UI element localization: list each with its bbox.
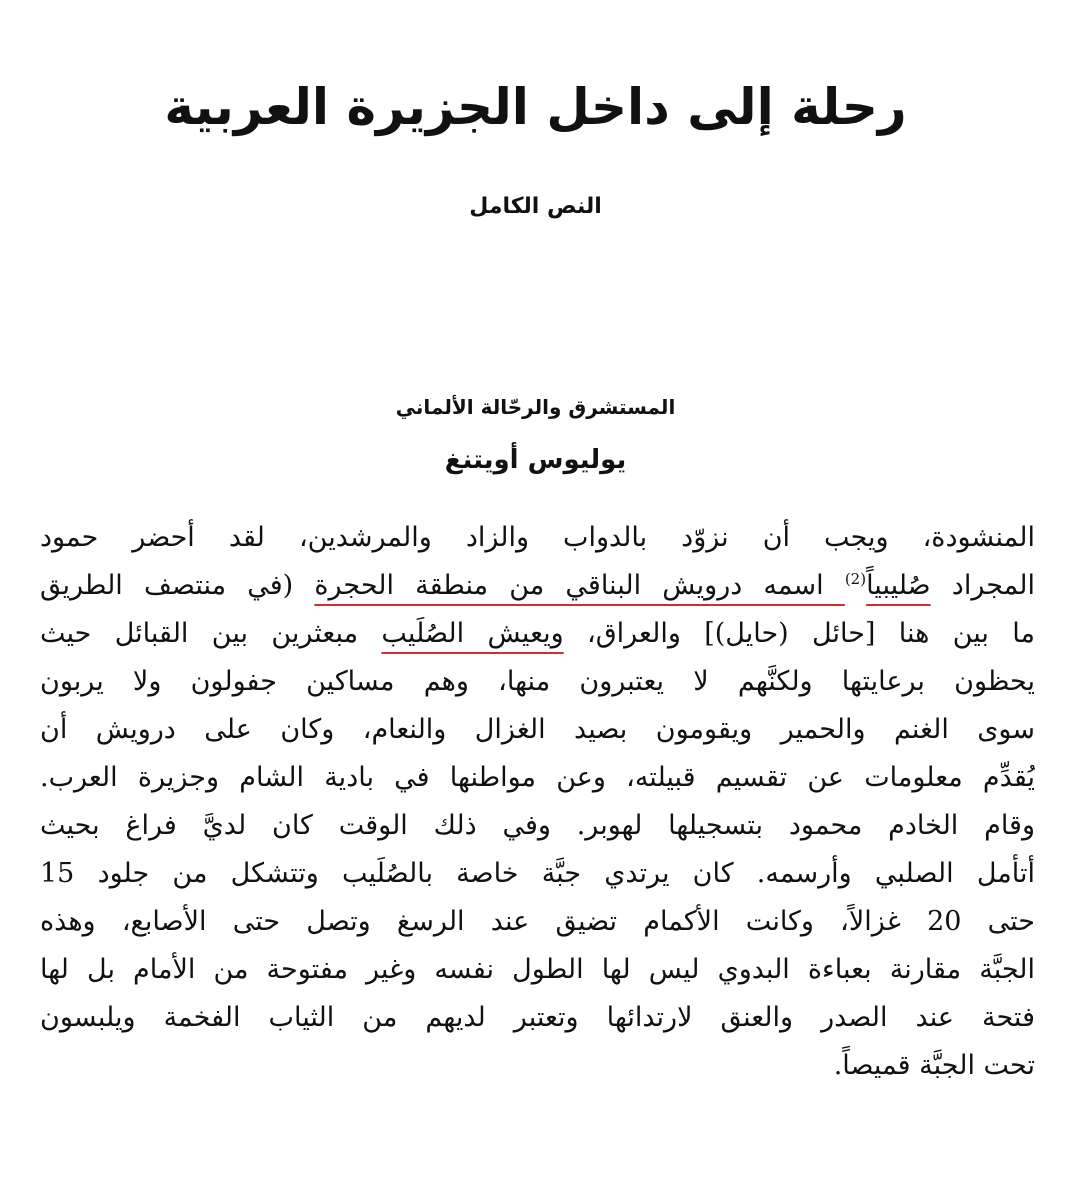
text-line-11: فتحة عند الصدر والعنق لارتدائها وتعتبر لديهم من الثياب الفخمة ويلبسون (40, 1002, 1035, 1033)
text-segment: مبعثرين بين القبائل حيث (40, 618, 382, 649)
footnote-marker: (2) (844, 570, 867, 588)
author-role: المستشرق والرحّالة الألماني (395, 395, 676, 419)
book-subtitle: النص الكامل (469, 194, 602, 219)
text-line-8: أتأمل الصلبي وأرسمه. كان يرتدي جبَّة خاصة بالصُلَيب وتتشكل من جلود 15 (40, 858, 1035, 889)
text-line-9: حتى 20 غزالاً، وكانت الأكمام تضيق عند الرسغ وتصل حتى الأصابع، وهذه (40, 906, 1035, 937)
text-line-10: الجبَّة مقارنة بعباءة البدوي ليس لها الطول نفسه وغير مفتوحة من الأمام بل لها (40, 954, 1035, 985)
text-line-12: تحت الجبَّة قميصاً. (833, 1050, 1035, 1081)
text-segment: المجراد (930, 570, 1035, 601)
text-line-2 (40, 562, 1035, 610)
body-text (40, 514, 1035, 1090)
text-line-5: سوى الغنم والحمير ويقومون بصيد الغزال والنعام، وكان على درويش أن (40, 714, 1035, 745)
text-line-7: وقام الخادم محمود بتسجيلها لهوبر. وفي ذلك الوقت كان لديَّ فراغ بحيث (40, 810, 1035, 841)
text-line-4: يحظون برعايتها ولكنَّهم لا يعتبرون منها، وهم مساكين جفولون ولا يربون (40, 666, 1035, 697)
text-line-1: المنشودة، ويجب أن نزوّد بالدواب والزاد والمرشدين، لقد أحضر حمود (40, 522, 1035, 553)
text-segment: (في منتصف الطريق (40, 570, 315, 601)
text-line-6: يُقدِّم معلومات عن تقسيم قبيلته، وعن مواطنها في بادية الشام وجزيرة العرب. (40, 762, 1035, 793)
underlined-segment: اسمه درويش البناقي من منطقة الحجرة (314, 570, 845, 601)
underlined-segment: ويعيش الصُلَيب (381, 618, 564, 649)
author-name: يوليوس أويتنغ (444, 445, 627, 475)
underlined-segment: صُليبياً (866, 570, 931, 601)
book-title: رحلة إلى داخل الجزيرة العربية (164, 78, 907, 136)
text-segment: ما بين هنا [حائل (حايل)] والعراق، (563, 618, 1035, 649)
text-line-3 (40, 610, 1035, 658)
